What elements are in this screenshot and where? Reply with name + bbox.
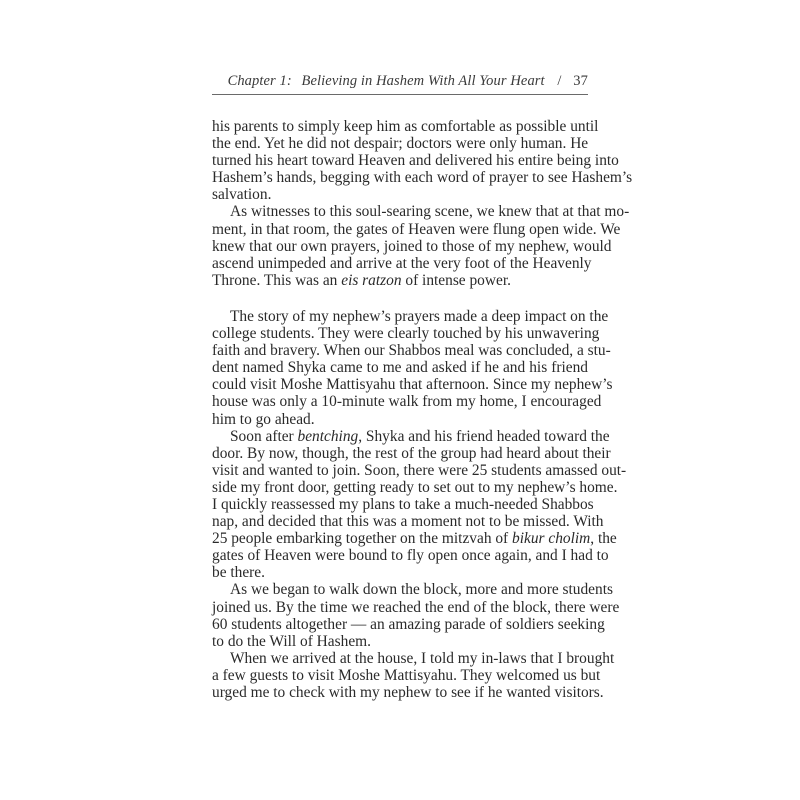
text-run: 25 people embarking together on the mitzvah of	[212, 530, 513, 548]
text-line: ascend unimpeded and arrive at the very foot of the Heavenly	[212, 254, 592, 272]
text-line: ment, in that room, the gates of Heaven were flung open wide. We	[212, 220, 621, 238]
paragraph-5	[212, 581, 620, 650]
text-line: Hashem’s hands, begging with each word of prayer to see Hashem’s	[212, 169, 633, 187]
text-line	[212, 272, 588, 289]
header-rule	[212, 94, 588, 95]
italic-term-bikur-cholim: bikur cholim	[512, 530, 591, 548]
text-line: college students. They were clearly touched by his unwavering	[212, 325, 600, 343]
text-line: the end. Yet he did not despair; doctors were only human. He	[212, 135, 589, 153]
paragraph-6	[212, 649, 615, 701]
paragraph-2	[212, 203, 630, 289]
text-line: be there.	[212, 564, 265, 582]
text-line: As we began to walk down the block, more and more students	[230, 581, 613, 599]
text-line: joined us. By the time we reached the end of the block, there were	[212, 598, 620, 616]
text-line: house was only a 10-minute walk from my home, I encouraged	[212, 393, 602, 411]
text-line: visit and wanted to join. Soon, there were 25 students amassed out-	[212, 461, 627, 479]
text-line: nap, and decided that this was a moment not to be missed. With	[212, 513, 604, 531]
text-line: his parents to simply keep him as comfortable as possible until	[212, 118, 599, 135]
header-separator: /	[557, 73, 562, 89]
text-line: him to go ahead.	[212, 410, 315, 428]
text-run: Soon after	[230, 427, 298, 445]
page-number: 37	[573, 73, 588, 89]
chapter-title: Believing in Hashem With All Your Heart	[301, 73, 545, 89]
text-line: I quickly reassessed my plans to take a much-needed Shabbos	[212, 495, 594, 513]
paragraph-1	[212, 118, 633, 204]
text-run: , Shyka and his friend headed toward the	[358, 427, 610, 445]
text-line: side my front door, getting ready to set out to my nephew’s home.	[212, 478, 618, 496]
text-line: The story of my nephew’s prayers made a deep impact on the	[230, 307, 609, 325]
paragraph-4	[212, 427, 627, 582]
text-run: Throne. This was an	[212, 271, 342, 289]
chapter-label: Chapter 1:	[227, 73, 292, 89]
text-line: gates of Heaven were bound to fly open once again, and I had to	[212, 547, 609, 565]
text-line: knew that our own prayers, joined to those of my nephew, would	[212, 237, 612, 255]
italic-term-eis-ratzon: eis ratzon	[341, 271, 402, 289]
text-line: turned his heart toward Heaven and delivered his entire being into	[212, 152, 619, 170]
text-line: dent named Shyka came to me and asked if he and his friend	[212, 359, 588, 377]
text-line	[212, 427, 610, 445]
body-text	[212, 118, 633, 701]
text-line: could visit Moshe Mattisyahu that afternoon. Since my nephew’s	[212, 376, 613, 394]
text-run: , the	[590, 530, 617, 548]
text-line: salvation.	[212, 186, 272, 204]
text-line: faith and bravery. When our Shabbos meal was concluded, a stu-	[212, 342, 611, 360]
text-line: As witnesses to this soul-searing scene, we knew that at that mo-	[230, 203, 630, 221]
text-line: a few guests to visit Moshe Mattisyahu. They welcomed us but	[212, 666, 601, 684]
italic-term-bentching: bentching	[297, 427, 359, 445]
text-line: urged me to check with my nephew to see if he wanted visitors.	[212, 684, 604, 701]
text-line: door. By now, though, the rest of the group had heard about their	[212, 444, 611, 462]
text-line: When we arrived at the house, I told my in-laws that I brought	[230, 649, 615, 667]
paragraph-3	[212, 307, 613, 428]
text-line: 60 students altogether — an amazing parade of soldiers seeking	[212, 615, 605, 633]
running-head	[212, 73, 588, 93]
text-run: of intense power.	[401, 271, 511, 289]
text-line	[212, 530, 617, 548]
text-line: to do the Will of Hashem.	[212, 632, 371, 650]
